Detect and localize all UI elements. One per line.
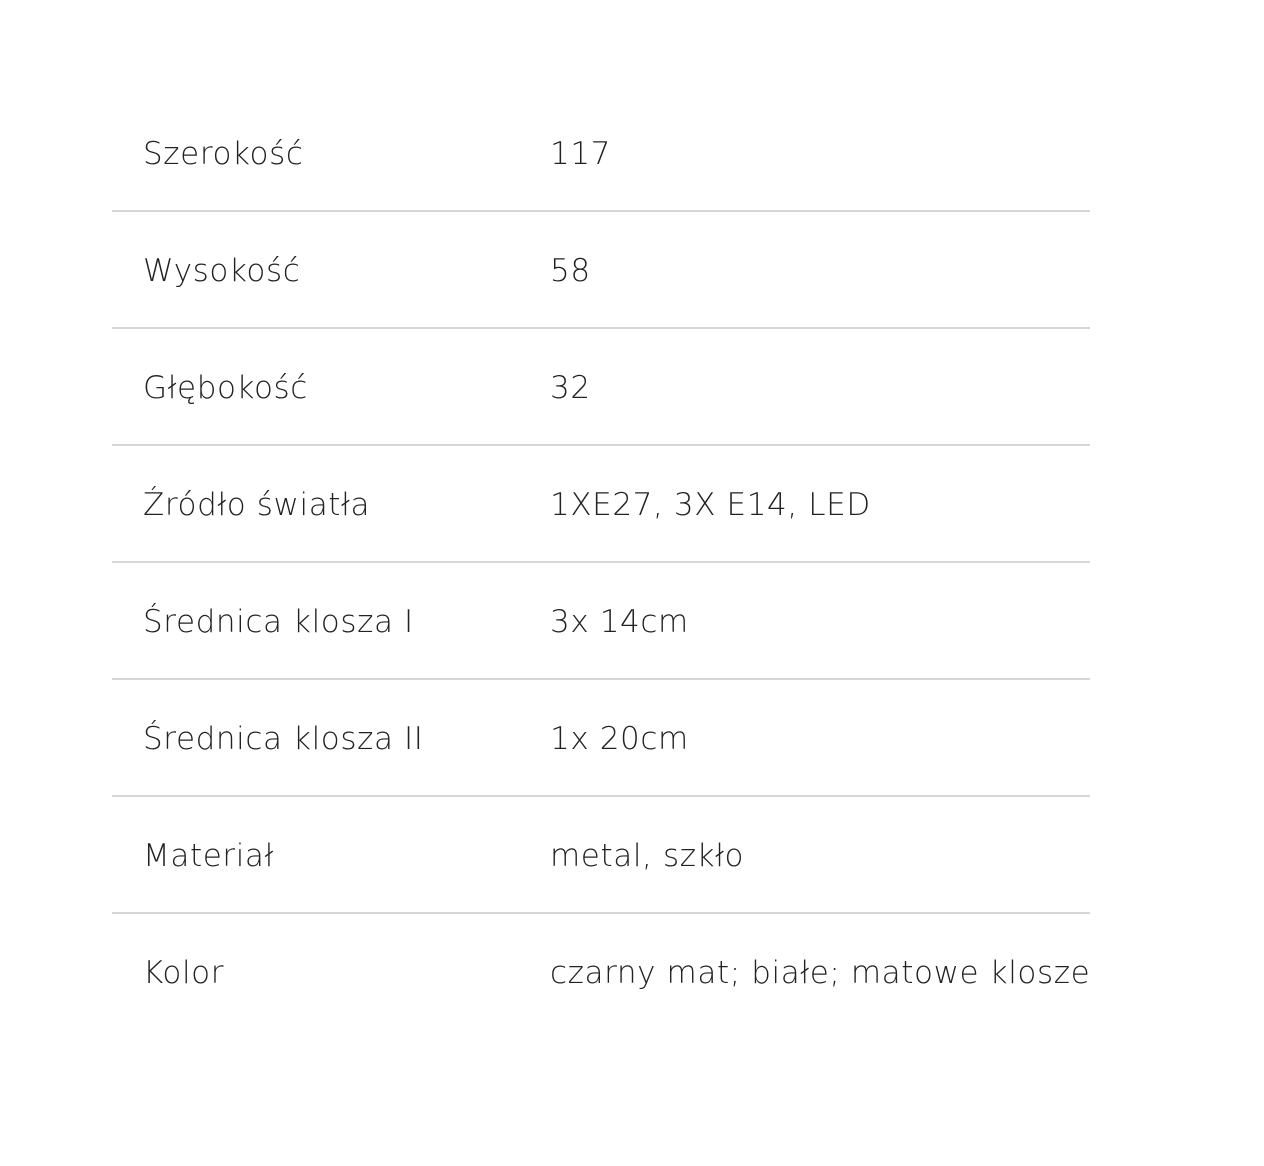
- spec-label: Źródło światła: [143, 487, 371, 523]
- specifications-table: [112, 95, 1090, 1031]
- spec-value: 117: [550, 136, 611, 172]
- spec-value: czarny mat; białe; matowe klosze: [550, 955, 1091, 991]
- spec-label: Materiał: [143, 838, 274, 874]
- spec-row-shade-diameter-2: [112, 680, 1090, 797]
- spec-row-light-source: [112, 446, 1090, 563]
- spec-value: 58: [550, 253, 591, 289]
- spec-row-width: [112, 95, 1090, 212]
- spec-row-depth: [112, 329, 1090, 446]
- spec-value: 32: [550, 370, 591, 406]
- spec-value: metal, szkło: [550, 838, 745, 874]
- spec-label: Średnica klosza I: [143, 604, 414, 640]
- spec-row-shade-diameter-1: [112, 563, 1090, 680]
- spec-row-color: [112, 914, 1090, 1031]
- spec-label: Wysokość: [143, 253, 301, 289]
- spec-label: Szerokość: [143, 136, 304, 172]
- spec-value: 1x 20cm: [550, 721, 689, 757]
- spec-row-material: [112, 797, 1090, 914]
- spec-row-height: [112, 212, 1090, 329]
- spec-label: Kolor: [143, 955, 225, 991]
- spec-value: 1XE27, 3X E14, LED: [550, 487, 871, 523]
- spec-label: Głębokość: [143, 370, 308, 406]
- spec-label: Średnica klosza II: [143, 721, 424, 757]
- spec-value: 3x 14cm: [550, 604, 689, 640]
